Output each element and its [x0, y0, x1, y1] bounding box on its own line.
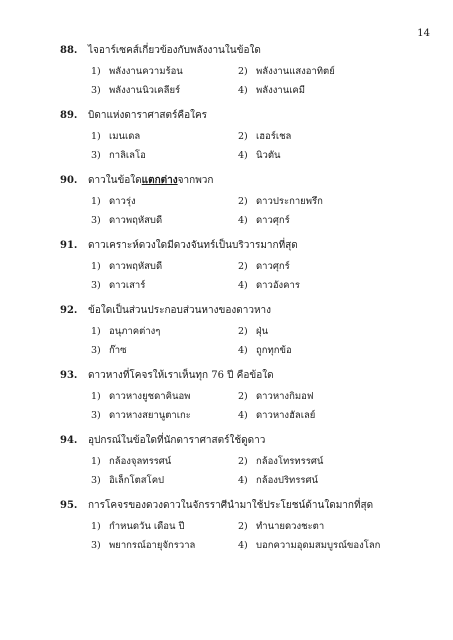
option-number: 1)	[91, 456, 101, 467]
question-number: 88.	[60, 45, 78, 56]
option-text: ดาวอังคาร	[256, 280, 300, 291]
option-number: 1)	[91, 261, 101, 272]
option-text: กล้องโทรทรรศน์	[256, 456, 324, 467]
answer-option-3[interactable]	[91, 406, 238, 425]
option-number: 4)	[238, 150, 248, 161]
option-text: ดาวศุกร์	[256, 215, 290, 226]
option-text: ดาวหางยูชดาคินอพ	[109, 391, 191, 402]
option-number: 3)	[91, 540, 101, 551]
answer-option-2[interactable]	[238, 452, 388, 471]
option-text: นิวตัน	[256, 150, 281, 161]
question-stem	[60, 170, 430, 192]
question-text	[88, 110, 207, 121]
option-text: พลังงานความร้อน	[109, 66, 183, 77]
answer-options	[91, 127, 430, 165]
question-number: 95.	[60, 500, 78, 511]
answer-option-4[interactable]	[238, 276, 388, 295]
answer-option-3[interactable]	[91, 536, 238, 555]
answer-options	[91, 452, 430, 490]
answer-option-1[interactable]	[91, 257, 238, 276]
option-text: เฮอร์เชล	[256, 131, 292, 142]
option-text: อิเล็กโตสโคป	[109, 475, 165, 486]
answer-option-4[interactable]	[238, 406, 388, 425]
option-number: 1)	[91, 391, 101, 402]
answer-option-4[interactable]	[238, 81, 388, 100]
option-number: 4)	[238, 85, 248, 96]
option-number: 3)	[91, 85, 101, 96]
option-text: ดาวรุ่ง	[109, 196, 136, 207]
option-number: 3)	[91, 345, 101, 356]
question-text	[88, 240, 298, 251]
option-number: 3)	[91, 410, 101, 421]
question-4	[60, 235, 430, 295]
question-text	[88, 370, 274, 381]
answer-option-4[interactable]	[238, 146, 388, 165]
question-6	[60, 365, 430, 425]
option-number: 1)	[91, 66, 101, 77]
option-text: ทำนายดวงชะตา	[256, 521, 325, 532]
question-stem	[60, 40, 430, 62]
question-text	[88, 435, 265, 446]
option-text: กล้องจุลทรรศน์	[109, 456, 172, 467]
question-text-part: จากพวก	[177, 175, 214, 186]
option-number: 2)	[238, 131, 248, 142]
answer-option-3[interactable]	[91, 81, 238, 100]
answer-option-2[interactable]	[238, 387, 388, 406]
option-number: 2)	[238, 456, 248, 467]
option-text: กล้องปริทรรศน์	[256, 475, 319, 486]
question-text-part: ไจอาร์เซคส์เกี่ยวข้องกับพลังงานในข้อใด	[88, 45, 261, 56]
question-stem	[60, 495, 430, 517]
answer-option-2[interactable]	[238, 192, 388, 211]
option-text: กำหนดวัน เดือน ปี	[109, 521, 185, 532]
question-number: 89.	[60, 110, 78, 121]
question-text-part: ดาวหางที่โคจรให้เราเห็นทุก 76 ปี คือข้อใด	[88, 370, 274, 381]
option-number: 3)	[91, 475, 101, 486]
question-stem	[60, 235, 430, 257]
answer-options	[91, 62, 430, 100]
option-number: 1)	[91, 521, 101, 532]
option-number: 2)	[238, 391, 248, 402]
question-7	[60, 430, 430, 490]
question-number: 91.	[60, 240, 78, 251]
option-text: พยากรณ์อายุจักรวาล	[109, 540, 196, 551]
answer-options	[91, 322, 430, 360]
answer-option-1[interactable]	[91, 452, 238, 471]
answer-option-1[interactable]	[91, 387, 238, 406]
option-number: 1)	[91, 196, 101, 207]
question-text	[88, 305, 271, 316]
option-number: 2)	[238, 326, 248, 337]
question-text-part: ข้อใดเป็นส่วนประกอบส่วนหางของดาวหาง	[88, 305, 272, 316]
answer-option-1[interactable]	[91, 127, 238, 146]
option-text: พลังงานเคมี	[256, 85, 306, 96]
answer-option-3[interactable]	[91, 211, 238, 230]
option-text: ฝุ่น	[256, 326, 269, 337]
option-number: 3)	[91, 150, 101, 161]
question-stem	[60, 105, 430, 127]
option-number: 4)	[238, 280, 248, 291]
answer-options	[91, 517, 430, 555]
option-number: 2)	[238, 521, 248, 532]
question-stem	[60, 365, 430, 387]
question-text-part: อุปกรณ์ในข้อใดที่นักดาราศาสตร์ใช้ดูดาว	[88, 435, 266, 446]
answer-option-1[interactable]	[91, 192, 238, 211]
question-stem	[60, 300, 430, 322]
answer-option-3[interactable]	[91, 471, 238, 490]
answer-option-2[interactable]	[238, 322, 388, 341]
question-8	[60, 495, 430, 555]
option-number: 4)	[238, 475, 248, 486]
answer-option-2[interactable]	[238, 62, 388, 81]
option-number: 2)	[238, 261, 248, 272]
answer-option-2[interactable]	[238, 517, 388, 536]
answer-option-4[interactable]	[238, 341, 388, 360]
answer-option-3[interactable]	[91, 146, 238, 165]
page-number: 14	[417, 28, 430, 39]
answer-option-2[interactable]	[238, 257, 388, 276]
option-number: 4)	[238, 410, 248, 421]
option-text: ถูกทุกข้อ	[256, 345, 292, 356]
option-text: ดาวพฤหัสบดี	[109, 261, 163, 272]
option-text: ดาวหางสยานูตาเกะ	[109, 410, 191, 421]
option-number: 4)	[238, 540, 248, 551]
option-number: 2)	[238, 66, 248, 77]
option-text: พลังงานแสงอาทิตย์	[256, 66, 335, 77]
question-text-emphasis: แตกต่าง	[141, 175, 178, 186]
option-number: 2)	[238, 196, 248, 207]
question-text-part: การโคจรของดวงดาวในจักรราศีนำมาใช้ประโยชน์ด้านใดมากที่สุด	[88, 500, 374, 511]
option-text: ดาวพฤหัสบดี	[109, 215, 163, 226]
option-number: 1)	[91, 326, 101, 337]
answer-option-1[interactable]	[91, 62, 238, 81]
option-text: ดาวศุกร์	[256, 261, 290, 272]
option-text: ดาวหางกิมอฟ	[256, 391, 314, 402]
question-number: 94.	[60, 435, 78, 446]
option-text: ดาวเสาร์	[109, 280, 146, 291]
answer-options	[91, 192, 430, 230]
answer-option-2[interactable]	[238, 127, 388, 146]
question-text	[88, 500, 373, 511]
question-1	[60, 40, 430, 100]
answer-option-4[interactable]	[238, 211, 388, 230]
answer-options	[91, 387, 430, 425]
option-text: บอกความอุดมสมบูรณ์ของโลก	[256, 540, 381, 551]
answer-option-1[interactable]	[91, 322, 238, 341]
answer-option-3[interactable]	[91, 341, 238, 360]
question-text-part: ดาวเคราะห์ดวงใดมีดวงจันทร์เป็นบริวารมากที่สุด	[88, 240, 298, 251]
question-text-part: บิดาแห่งดาราศาสตร์คือใคร	[88, 110, 208, 121]
answer-option-4[interactable]	[238, 536, 388, 555]
question-3	[60, 170, 430, 230]
option-number: 3)	[91, 280, 101, 291]
option-text: ดาวประกายพรึก	[256, 196, 323, 207]
option-number: 4)	[238, 215, 248, 226]
question-number: 90.	[60, 175, 78, 186]
option-text: กาลิเลโอ	[109, 150, 146, 161]
question-number: 92.	[60, 305, 78, 316]
question-text	[88, 175, 213, 186]
question-stem	[60, 430, 430, 452]
option-number: 4)	[238, 345, 248, 356]
question-text-part: ดาวในข้อใด	[88, 175, 142, 186]
option-text: พลังงานนิวเคลียร์	[109, 85, 181, 96]
option-text: อนุภาคต่างๆ	[109, 326, 161, 337]
question-5	[60, 300, 430, 360]
question-2	[60, 105, 430, 165]
answer-option-1[interactable]	[91, 517, 238, 536]
option-text: ก๊าซ	[109, 345, 127, 356]
answer-option-3[interactable]	[91, 276, 238, 295]
option-text: ดาวหางฮัลเลย์	[256, 410, 316, 421]
question-text	[88, 45, 261, 56]
question-number: 93.	[60, 370, 78, 381]
option-number: 1)	[91, 131, 101, 142]
option-number: 3)	[91, 215, 101, 226]
option-text: เมนเดล	[109, 131, 141, 142]
answer-option-4[interactable]	[238, 471, 388, 490]
answer-options	[91, 257, 430, 295]
